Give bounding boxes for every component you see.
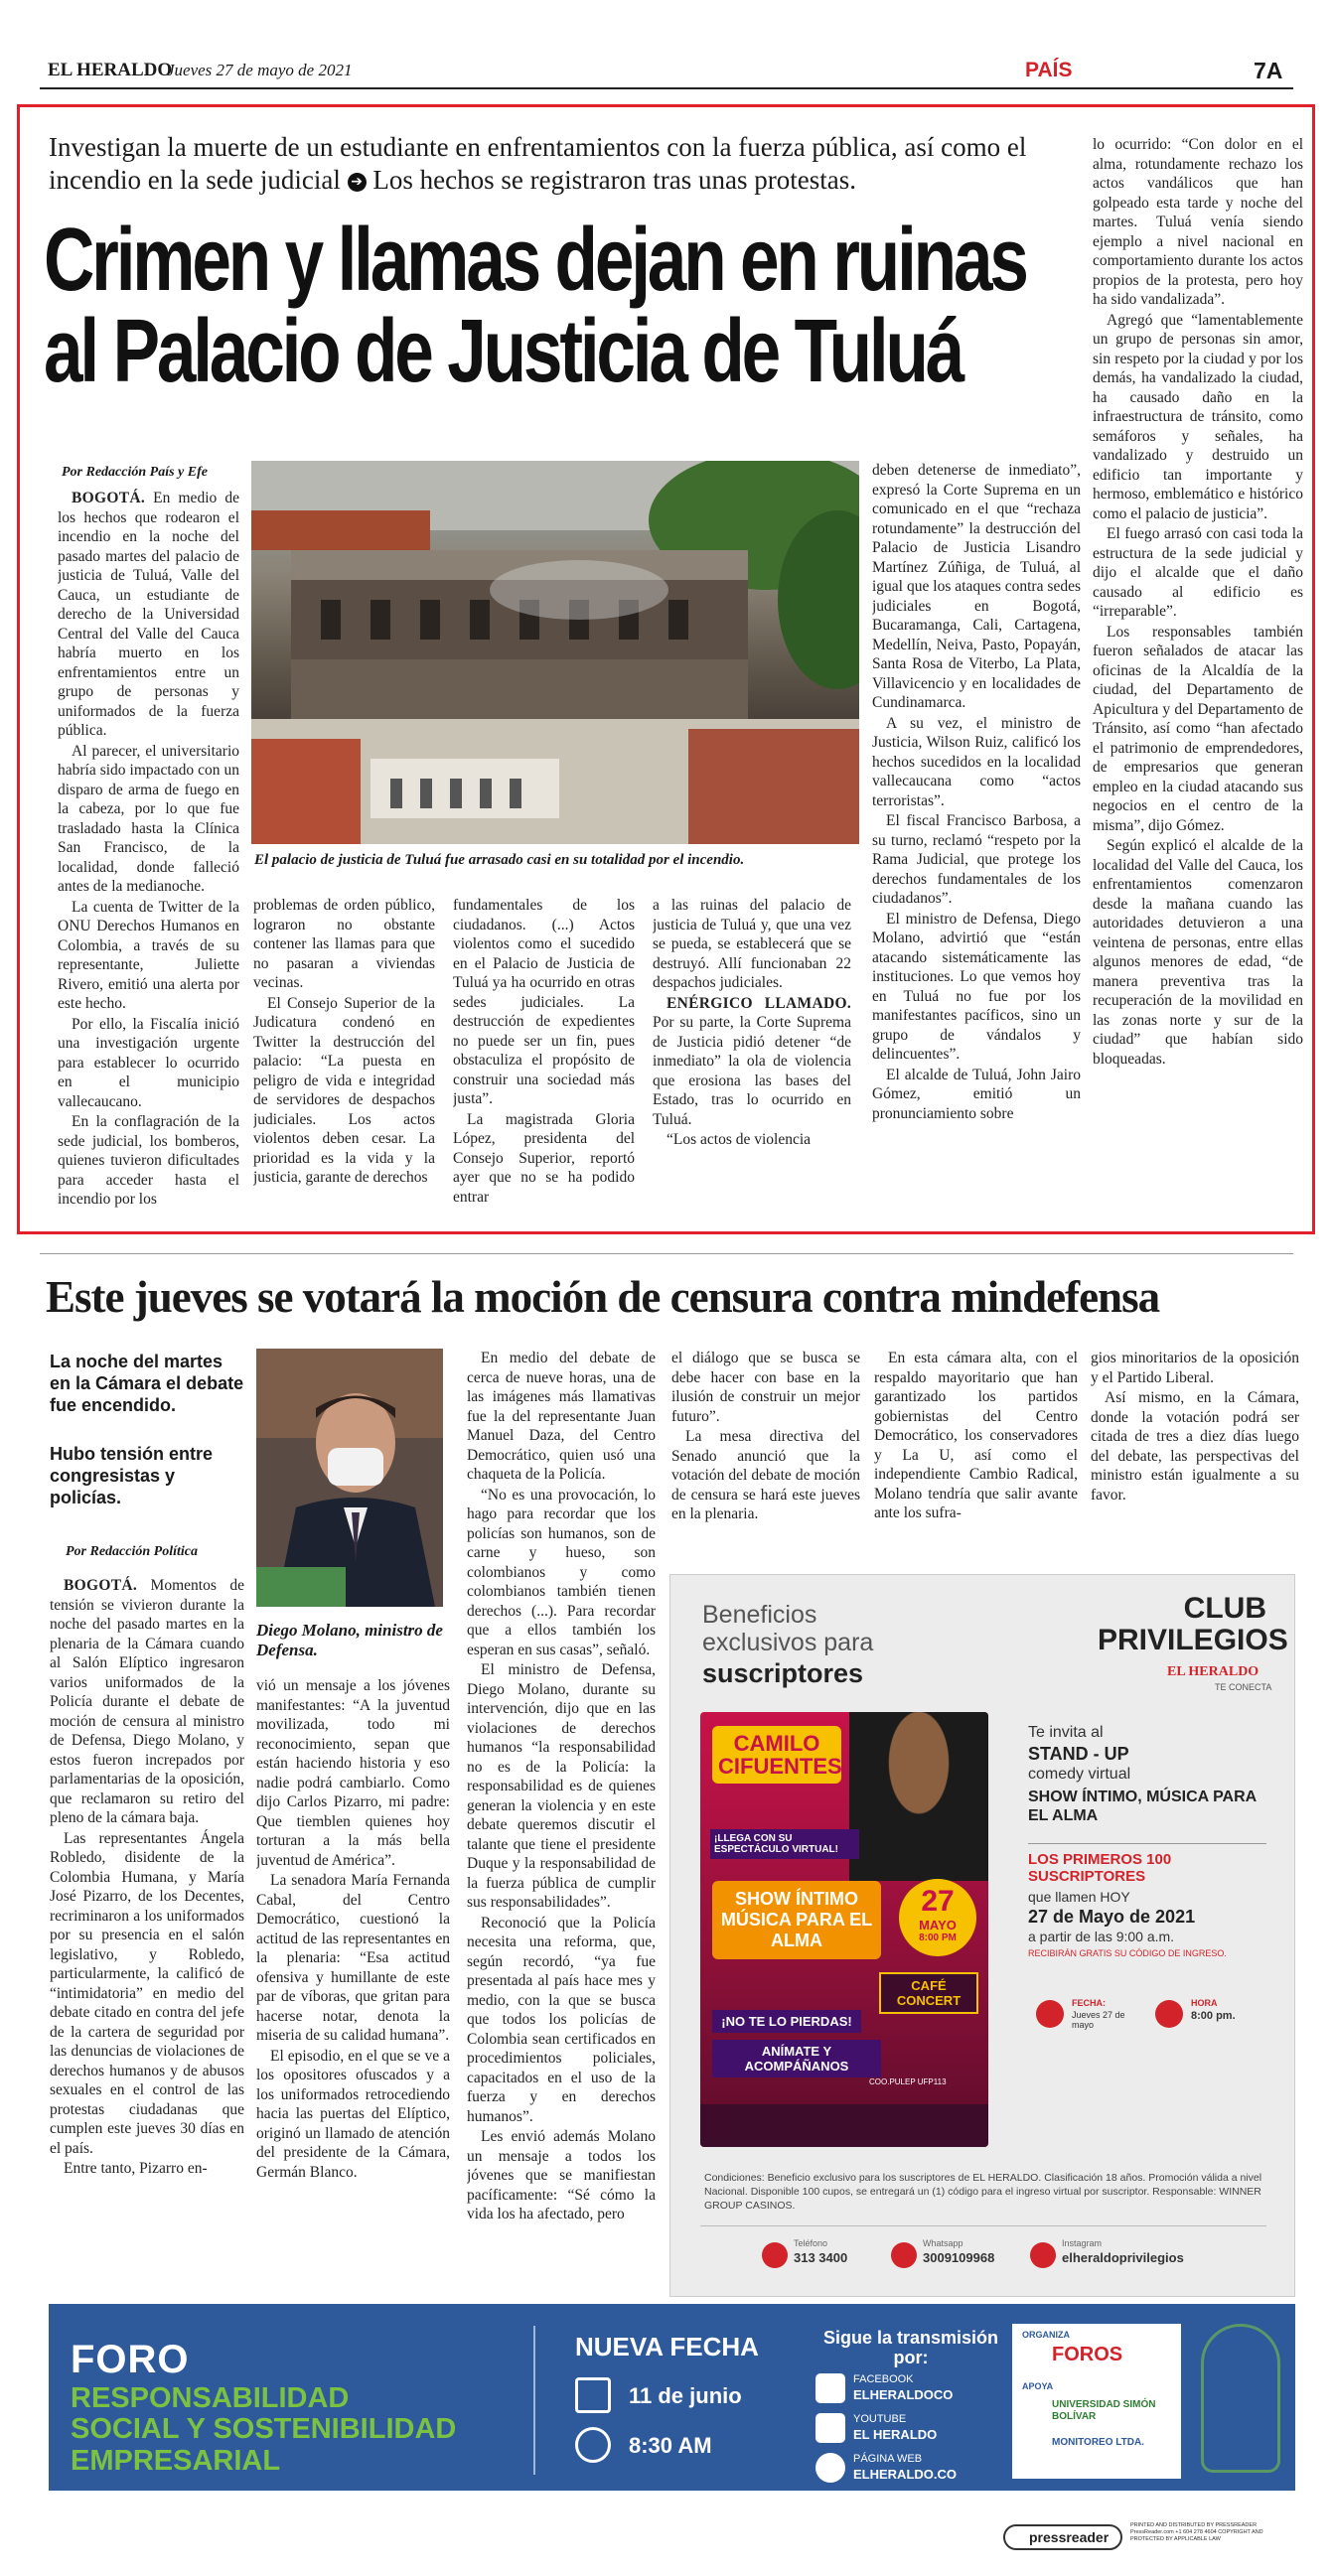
facebook-icon <box>815 2373 845 2403</box>
paragraph <box>256 2047 450 2183</box>
paragraph-text: El alcalde de Tuluá, John Jairo Gómez, emitió un pronunciamiento sobre <box>872 1066 1081 1122</box>
paragraph <box>1091 1349 1299 1387</box>
paragraph <box>872 714 1081 811</box>
paragraph-text: El ministro de Defensa, Diego Molano, advirtió que “están atacando sistemáticamente las instituciones. Lo que vemos hoy en Tuluá no fue por los manifestantes pacíficos, sino un grupo de vándalos y delincuentes”. <box>872 910 1081 1063</box>
paragraph-text: “Los actos de violencia <box>666 1131 812 1148</box>
yt-label: YOUTUBE <box>853 2413 907 2425</box>
foro-line1: RESPONSABILIDAD <box>71 2382 350 2414</box>
foros-logo: FOROS <box>1052 2344 1123 2365</box>
foro-line2: SOCIAL Y SOSTENIBILIDAD <box>71 2413 457 2445</box>
paragraph-text: el diálogo que se busca se debe hacer con base en la ilusión de construir un mejor futuro”. <box>671 1350 860 1425</box>
paragraph-text: fundamentales de los ciudadanos. (...) Actos violentos como el sucedido en el Palacio de Justicia de Tuluá ya ha ocurrido en otras sedes judiciales. La destrucción de expedientes no puede ser un fin, pues obstaculiza el propósito de construir una sociedad más justa”. <box>453 897 635 1107</box>
ad-show2: SHOW ÍNTIMO, MÚSICA PARA EL ALMA <box>1028 1789 1257 1824</box>
story1-byline: Por Redacción País y Efe <box>62 465 208 480</box>
uni-logo: UNIVERSIDAD SIMÓN BOLÍVAR <box>1052 2399 1156 2422</box>
paragraph-text: lo ocurrido: “Con dolor en el alma, rotundamente rechazo los actos vandálicos que han golpeado esta tarde y noche del martes. Tuluá venía siendo ejemplo a nivel nacional en comportamiento durante los actos propios de la protesta, pero hoy ha sido vandalizada”. <box>1093 136 1303 308</box>
paragraph-text: Al parecer, el universitario habría sido impactado con un disparo de arma de fuego en la cabeza, por lo que fue trasladado hasta la Clínica San Francisco, de la localidad, donde falleció antes de la medianoche. <box>58 742 239 895</box>
story2-col1 <box>50 1576 244 2219</box>
paragraph <box>467 2127 656 2222</box>
story2-summary1: La noche del martes en la Cámara el debate fue encendido. <box>50 1352 244 1415</box>
divider-rule <box>40 1253 1293 1254</box>
story2-col5 <box>874 1349 1078 1557</box>
paragraph-text: Así mismo, en la Cámara, donde la votación podrá ser citada de tres a diez días luego del debate, las perspectivas del ministro están igualmente a su favor. <box>1091 1389 1299 1503</box>
paragraph <box>58 742 239 897</box>
paragraph-text: En esta cámara alta, con el respaldo mayoritario que han garantizado los partidos gobiernistas del Centro Democrático, los conservadores y La U, así como el independiente Cambio Radical, Molano tendría que salir avante ante los sufra- <box>874 1350 1078 1521</box>
follow-label: Sigue la transmisión por: <box>822 2328 999 2367</box>
instagram-icon <box>1030 2242 1056 2268</box>
photo-caption: El palacio de justicia de Tuluá fue arrasado casi en su totalidad por el incendio. <box>254 852 745 868</box>
sponsor-strip <box>700 2104 988 2147</box>
story2-col3 <box>467 1349 656 2222</box>
paragraph-text: La cuenta de Twitter de la ONU Derechos Humanos en Colombia, a través de su representante, Juliette Rivero, emitió una alerta por este hecho. <box>58 898 239 1012</box>
page-header <box>40 58 1293 85</box>
web-handle[interactable]: ELHERALDO.CO <box>853 2467 957 2482</box>
wa-label: Whatsapp <box>923 2238 963 2248</box>
paragraph-text: A su vez, el ministro de Justicia, Wilson Ruiz, calificó los hechos sucedidos en la localidad vallecaucana como “actos terroristas”. <box>872 714 1081 809</box>
clock-icon <box>1155 2000 1183 2028</box>
header-rule <box>40 87 1293 89</box>
tel-label: Teléfono <box>794 2238 828 2248</box>
paragraph-text: “No es una provocación, lo hago para recordar que los policías son humanos, son de carne y hueso, son colombianos y como colombianos también tienen derechos (...). Para recordar que a ellos también los esperan en sus casas”, señaló. <box>467 1486 656 1658</box>
paragraph <box>256 1676 450 1870</box>
pressreader-logo[interactable] <box>1003 2524 1122 2550</box>
ad-conditions: Condiciones: Beneficio exclusivo para los suscriptores de EL HERALDO. Clasificación 18 años. Promoción válida a nivel Nacional. Disponible 100 cupos, se entregará un (1) código para el ingreso virtual por suscriptor. Responsable: WINNER GROUP CASINOS. <box>704 2172 1262 2212</box>
page-number: 7A <box>1254 58 1283 83</box>
organiza-label: ORGANIZA <box>1022 2330 1070 2340</box>
paragraph <box>58 1112 239 1210</box>
youtube-icon <box>815 2413 845 2443</box>
ad-from: a partir de las 9:00 a.m. <box>1028 1929 1175 1944</box>
monitoreo-logo: MONITOREO LTDA. <box>1052 2437 1144 2448</box>
paragraph-text: El fiscal Francisco Barbosa, a su turno, reclamó “respeto por la Rama Judicial, que protege los derechos fundamentales de los ciudadanos”. <box>872 812 1081 907</box>
ad-call: que llamen HOY <box>1028 1889 1130 1905</box>
badge-month: MAYO <box>919 1918 957 1932</box>
paragraph-text: En medio de los hechos que rodearon el incendio en la noche del pasado martes del palacio de justicia de Tuluá, Valle del Cauca, un estudiante de derecho de la Universidad Central del Valle del Cauca habría muerto en los enfrentamientos entre un grupo de personas y uniformados de la fuerza pública. <box>58 490 239 739</box>
paragraph-text: Entre tanto, Pizarro en- <box>64 2160 208 2177</box>
ig-handle[interactable]: elheraldoprivilegios <box>1062 2250 1184 2265</box>
paragraph-text: Por ello, la Fiscalía inició una investigación urgente para establecer lo ocurrido en el municipio vallecaucano. <box>58 1015 239 1110</box>
paragraph-text: problemas de orden público, lograron no obstante contener las llamas para que no pasaran a viviendas vecinas. <box>253 897 435 991</box>
paragraph-text: Momentos de tensión se vivieron durante la noche del pasado martes en la plenaria de la Cámara cuando al Salón Elíptico ingresaron varios uniformados de la Policía durante el debate de moción de censura al ministro de Defensa, Diego Molano, y estos fueron increpados por parlamentarias de la oposición, que reclamaron su retiro del pleno de la cámara baja. <box>50 1577 244 1826</box>
paragraph-text: Por su parte, la Corte Suprema de Justicia pidió detener “de inmediato” la ola de violencia que erosiona las bases del Estado, tras lo ocurrido en Tuluá. <box>653 1014 851 1128</box>
paragraph <box>874 1349 1078 1523</box>
sponsors-box <box>1012 2324 1181 2479</box>
paragraph-text: Reconoció que la Policía necesita una reforma, que, según recordó, “ya fue presentada al país hace mes y medio, con la que se busca que todos los policías de Colombia sean certificados en procedimientos policiales, capacitados en el uso de la fuerza y en derechos humanos”. <box>467 1914 656 2125</box>
paragraph <box>467 1660 656 1913</box>
calendar-icon <box>1036 2000 1064 2028</box>
paragraph-text: El ministro de Defensa, Diego Molano, durante su intervención, dijo que en las violaciones de derechos humanos “la responsabilidad no es de la Policía: la responsabilidad es de quienes generan la violencia y en este debate queremos discutir el talante que tiene el presidente Duque y la responsabilidad de la fuerza pública de cumplir sus responsabilidades”. <box>467 1661 656 1911</box>
paragraph <box>50 2159 244 2179</box>
ad-fecha-label: FECHA: <box>1072 1998 1106 2008</box>
calendar-icon-2 <box>575 2377 611 2413</box>
paragraph-text: En medio del debate de cerca de nueve horas, una de las imágenes más llamativas fue la del representante Juan Manuel Daza, del Centro Democrático, quien usó una chaqueta de la Policía. <box>467 1350 656 1483</box>
paragraph <box>453 896 635 1109</box>
paragraph-text: La magistrada Gloria López, presidenta del Consejo Superior, reportó ayer que no se ha podido entrar <box>453 1110 635 1206</box>
paragraph <box>50 1576 244 1828</box>
ad-fecha-val: Jueves 27 de mayo <box>1072 2010 1125 2030</box>
ad-first100: LOS PRIMEROS 100 SUSCRIPTORES <box>1028 1851 1172 1885</box>
story2-col2 <box>256 1676 450 2220</box>
ad-virtual: comedy virtual <box>1028 1766 1131 1783</box>
paragraph-text: deben detenerse de inmediato”, expresó la Corte Suprema en un comunicado en el que “rechaza rotundamente” la destrucción del Palacio de Justicia Lisandro Martínez Zúñiga, de Tuluá, al igual que los ataques contra sedes judiciales en Bogotá, Bucaramanga, Cali, Cartagena, Medellín, Neiva, Pasto, Popayán, Santa Rosa de Viterbo, La Plata, Villavicencio y en localidades de Cundinamarca. <box>872 462 1081 711</box>
story2-title: Este jueves se votará la moción de censura contra mindefensa <box>46 1272 1160 1322</box>
paragraph-text: La mesa directiva del Senado anunció que la votación del debate de moción de censura se hará este jueves en la plenaria. <box>671 1428 860 1522</box>
story2-col6 <box>1091 1349 1299 1557</box>
ad-hora-val: 8:00 pm. <box>1191 2010 1236 2022</box>
paragraph-text: El fuego arrasó con casi toda la estructura de la sede judicial y dijo el alcalde que el daño causado al edificio es “irreparable”. <box>1093 525 1303 620</box>
story2-col4 <box>671 1349 860 1557</box>
story1-kicker <box>49 131 1062 197</box>
paragraph <box>253 994 435 1188</box>
paragraph-text: El episodio, en el que se ve a los opositores ofuscados y a los uniformados retrocediendo hacia las puertas del Elíptico, originó un llamado de atención del presidente de la Cámara, Germán Blanco. <box>256 2047 450 2181</box>
molano-photo <box>256 1349 443 1607</box>
paragraph <box>467 1486 656 1660</box>
molano-caption: Diego Molano, ministro de Defensa. <box>256 1621 443 1659</box>
lightbulb-icon <box>1201 2324 1280 2473</box>
poster-anima: ANÍMATE Y ACOMPÁÑANOS <box>712 2040 881 2077</box>
page-date: Jueves 27 de mayo de 2021 <box>167 61 353 79</box>
ad-receive: RECIBIRÁN GRATIS SU CÓDIGO DE INGRESO. <box>1028 1948 1227 1958</box>
web-icon <box>815 2453 845 2483</box>
story1-col1 <box>58 489 239 1223</box>
paragraph <box>1093 836 1303 1069</box>
club-title: CLUB PRIVILEGIOS <box>1098 1592 1288 1656</box>
paragraph-text: a las ruinas del palacio de justicia de Tuluá y, que una vez se pueda, se establecerá que se destruyó. Allí funcionaban 22 despachos judiciales. <box>653 897 851 991</box>
club-brand: EL HERALDO <box>1167 1664 1259 1679</box>
phone-icon <box>762 2242 788 2268</box>
wa-number[interactable]: 3009109968 <box>923 2250 995 2265</box>
paragraph <box>872 811 1081 909</box>
paragraph-text: Las representantes Ángela Robledo, disidente de la Colombia Humana, y María José Pizarro, de los Decentes, recriminaron a los uniformados por su presencia en el salón legislativo, y Robledo, particularmente, la calificó de “intimidatoria” en medio del debate citado en contra del jefe de la cartera de seguridad por las denuncias de violaciones de derechos humanos y de abusos sexuales en el control de las protestas ciudadanas que cumplen este jueves 30 días en el país. <box>50 1829 244 2157</box>
tel-number[interactable]: 313 3400 <box>794 2250 848 2265</box>
badge-day: 27 <box>921 1885 955 1918</box>
paragraph <box>58 1015 239 1112</box>
paragraph <box>1091 1388 1299 1504</box>
dateline: BOGOTÁ. <box>72 490 146 506</box>
paragraph <box>453 1110 635 1208</box>
ad-benefits: Beneficios exclusivos para <box>702 1601 874 1656</box>
kicker-text-2: Los hechos se registraron tras unas protestas. <box>372 165 857 195</box>
story1-col4 <box>653 896 851 1223</box>
paragraph <box>256 1871 450 2046</box>
story1-title <box>44 211 1067 401</box>
paragraph <box>872 461 1081 713</box>
paragraph <box>1093 623 1303 836</box>
paragraph-text: Los responsables también fueron señalados de atacar las oficinas de la Alcaldía de la ciudad, del Departamento de Apicultura y del Departamento de Tránsito, así como “han afectado el patrimonio de emprendedores, de empresarios que generan empleo en la ciudad atacando sus negocios en el centro de la misma”, dijo Gómez. <box>1093 623 1303 834</box>
paragraph <box>58 489 239 741</box>
foro-line3: EMPRESARIAL <box>71 2445 281 2477</box>
web-label: PÁGINA WEB <box>853 2453 923 2465</box>
story1-col3 <box>453 896 635 1223</box>
ad-subscribers: suscriptores <box>702 1658 864 1688</box>
story1-col5 <box>872 461 1081 1225</box>
paragraph <box>253 896 435 993</box>
date-badge <box>899 1879 976 1956</box>
paragraph-text: Según explicó el alcalde de la localidad del Valle del Cauca, los enfrentamientos comenzaron desde la mañana cuando las autoridades detuvieron a una veintena de personas, entre ellas algunos menores de edad, “de manera preventiva tras la recuperación de la movilidad en las zonas norte y sur de la ciudad” que habían sido bloqueadas. <box>1093 837 1303 1068</box>
dateline: ENÉRGICO LLAMADO. <box>666 994 851 1012</box>
ad-standup: STAND - UP <box>1028 1744 1129 1764</box>
paragraph <box>671 1427 860 1524</box>
ad-bottom-rule <box>700 2225 1266 2226</box>
poster-show: SHOW ÍNTIMO MÚSICA PARA EL ALMA <box>712 1881 881 1959</box>
paragraph <box>50 1829 244 2159</box>
clock-icon-2 <box>575 2427 611 2463</box>
foro-word: FORO <box>71 2338 190 2381</box>
paragraph-text: El Consejo Superior de la Judicatura condenó en Twitter la destrucción del palacio: “La puesta en peligro de vida e integridad de servidores de despachos judiciales. Los actos violentos deben cesar. La prioridad es la vida y la justicia, garante de derechos <box>253 994 435 1186</box>
pressreader-small: PRINTED AND DISTRIBUTED BY PRESSREADER PressReader.com +1 604 278 4604 COPYRIGHT AND PROTECTED BY APPLICABLE LAW <box>1130 2522 1263 2542</box>
ad-when: 27 de Mayo de 2021 <box>1028 1907 1196 1927</box>
paragraph <box>653 896 851 993</box>
paragraph <box>671 1349 860 1426</box>
paragraph-text: vió un mensaje a los jóvenes manifestantes: “A la juventud movilizada, todo mi reconocimiento, sepan que están haciendo historia y eso nadie podrá cambiarlo. Como dijo Carlos Pizarro, mi padre: Que tiemblen quienes hoy torturan a la más bella juventud de América”. <box>256 1677 450 1869</box>
story1-col2 <box>253 896 435 1223</box>
fire-photo <box>251 461 859 844</box>
foro-ad[interactable] <box>49 2304 1295 2491</box>
paragraph <box>653 1130 851 1150</box>
nueva-fecha: NUEVA FECHA <box>575 2332 759 2361</box>
fb-label: FACEBOOK <box>853 2373 914 2385</box>
paragraph-text: En la conflagración de la sede judicial, los bomberos, quienes tuvieron dificultades para acceder hasta el incendio por los <box>58 1113 239 1208</box>
ad-separator <box>1028 1843 1266 1844</box>
story1-col6 <box>1093 135 1303 1225</box>
molano-photo-drawing <box>256 1349 443 1607</box>
paragraph-text: gios minoritarios de la oposición y el Partido Liberal. <box>1091 1350 1299 1386</box>
dateline: BOGOTÁ. <box>64 1577 138 1594</box>
poster-coo: COO.PULEP UFP113 <box>869 2077 947 2086</box>
forum-time: 8:30 AM <box>629 2433 712 2458</box>
paragraph <box>1093 311 1303 524</box>
arrow-circle-icon: ➔ <box>348 173 367 192</box>
forum-date: 11 de junio <box>629 2383 742 2408</box>
club-privilegios-ad[interactable] <box>669 1574 1295 2297</box>
fb-handle[interactable]: ELHERALDOCO <box>853 2387 954 2402</box>
paragraph <box>653 994 851 1130</box>
poster-banner: ¡LLEGA CON SU ESPECTÁCULO VIRTUAL! <box>710 1829 859 1859</box>
pressreader-text: pressreader <box>1029 2529 1110 2545</box>
poster-nolo: ¡NO TE LO PIERDAS! <box>712 2010 861 2033</box>
story2-summary2: Hubo tensión entre congresistas y policías. <box>50 1444 214 1507</box>
artist-figure <box>849 1712 988 1881</box>
paragraph <box>467 1349 656 1485</box>
apoya-label: APOYA <box>1022 2381 1054 2391</box>
kicker-text: Investigan la muerte de un estudiante en enfrentamientos con la fuerza pública, así como el incendio en la sede judicial <box>49 132 1027 195</box>
story2-byline: Por Redacción Política <box>66 1544 198 1559</box>
concert-poster <box>700 1712 988 2147</box>
foro-divider <box>533 2326 535 2475</box>
paragraph <box>58 898 239 1014</box>
paragraph-text: Les envió además Molano un mensaje a todos los jóvenes que se manifiestan pacíficamente: “Sé cómo la vida los ha afectado, pero <box>467 2128 656 2222</box>
title-line-2: al Palacio de Justicia de Tuluá <box>44 302 963 401</box>
club-tag: TE CONECTA <box>1215 1682 1272 1692</box>
fire-photo-drawing <box>251 461 859 844</box>
yt-handle[interactable]: EL HERALDO <box>853 2427 938 2442</box>
paragraph <box>1093 135 1303 310</box>
whatsapp-icon <box>891 2242 917 2268</box>
paper-name: EL HERALDO <box>48 60 173 80</box>
paragraph <box>1093 524 1303 622</box>
paragraph <box>872 910 1081 1065</box>
ad-invite: Te invita al <box>1028 1724 1104 1741</box>
paragraph <box>872 1066 1081 1124</box>
title-line-1: Crimen y llamas dejan en ruinas <box>44 211 1026 310</box>
paragraph-text: La senadora María Fernanda Cabal, del Centro Democrático, cuestionó la actitud de las representantes en la plenaria: “Esa actitud ofensiva y humillante de este par de víboras, que gritan para hacerse notar, denota la miseria de su calidad humana”. <box>256 1872 450 2044</box>
paragraph <box>467 1914 656 2127</box>
badge-time: 8:00 PM <box>919 1932 957 1943</box>
artist-name: CAMILO CIFUENTES <box>712 1726 841 1784</box>
ad-hora-label: HORA <box>1191 1998 1218 2008</box>
section-name: PAÍS <box>1025 59 1073 81</box>
cafe-concert: CAFÉ CONCERT <box>879 1972 978 2014</box>
ig-label: Instagram <box>1062 2238 1103 2248</box>
paragraph-text: Agregó que “lamentablemente un grupo de personas sin amor, sin respeto por la ciudad y por los demás, ha vandalizado la ciudad, ha causado daño en la infraestructura de tránsito, como semáforos y señales, ha vandalizado y destruido un edificio tan importante y hermoso, emblemático e histórico como el palacio de justicia”. <box>1093 311 1303 522</box>
